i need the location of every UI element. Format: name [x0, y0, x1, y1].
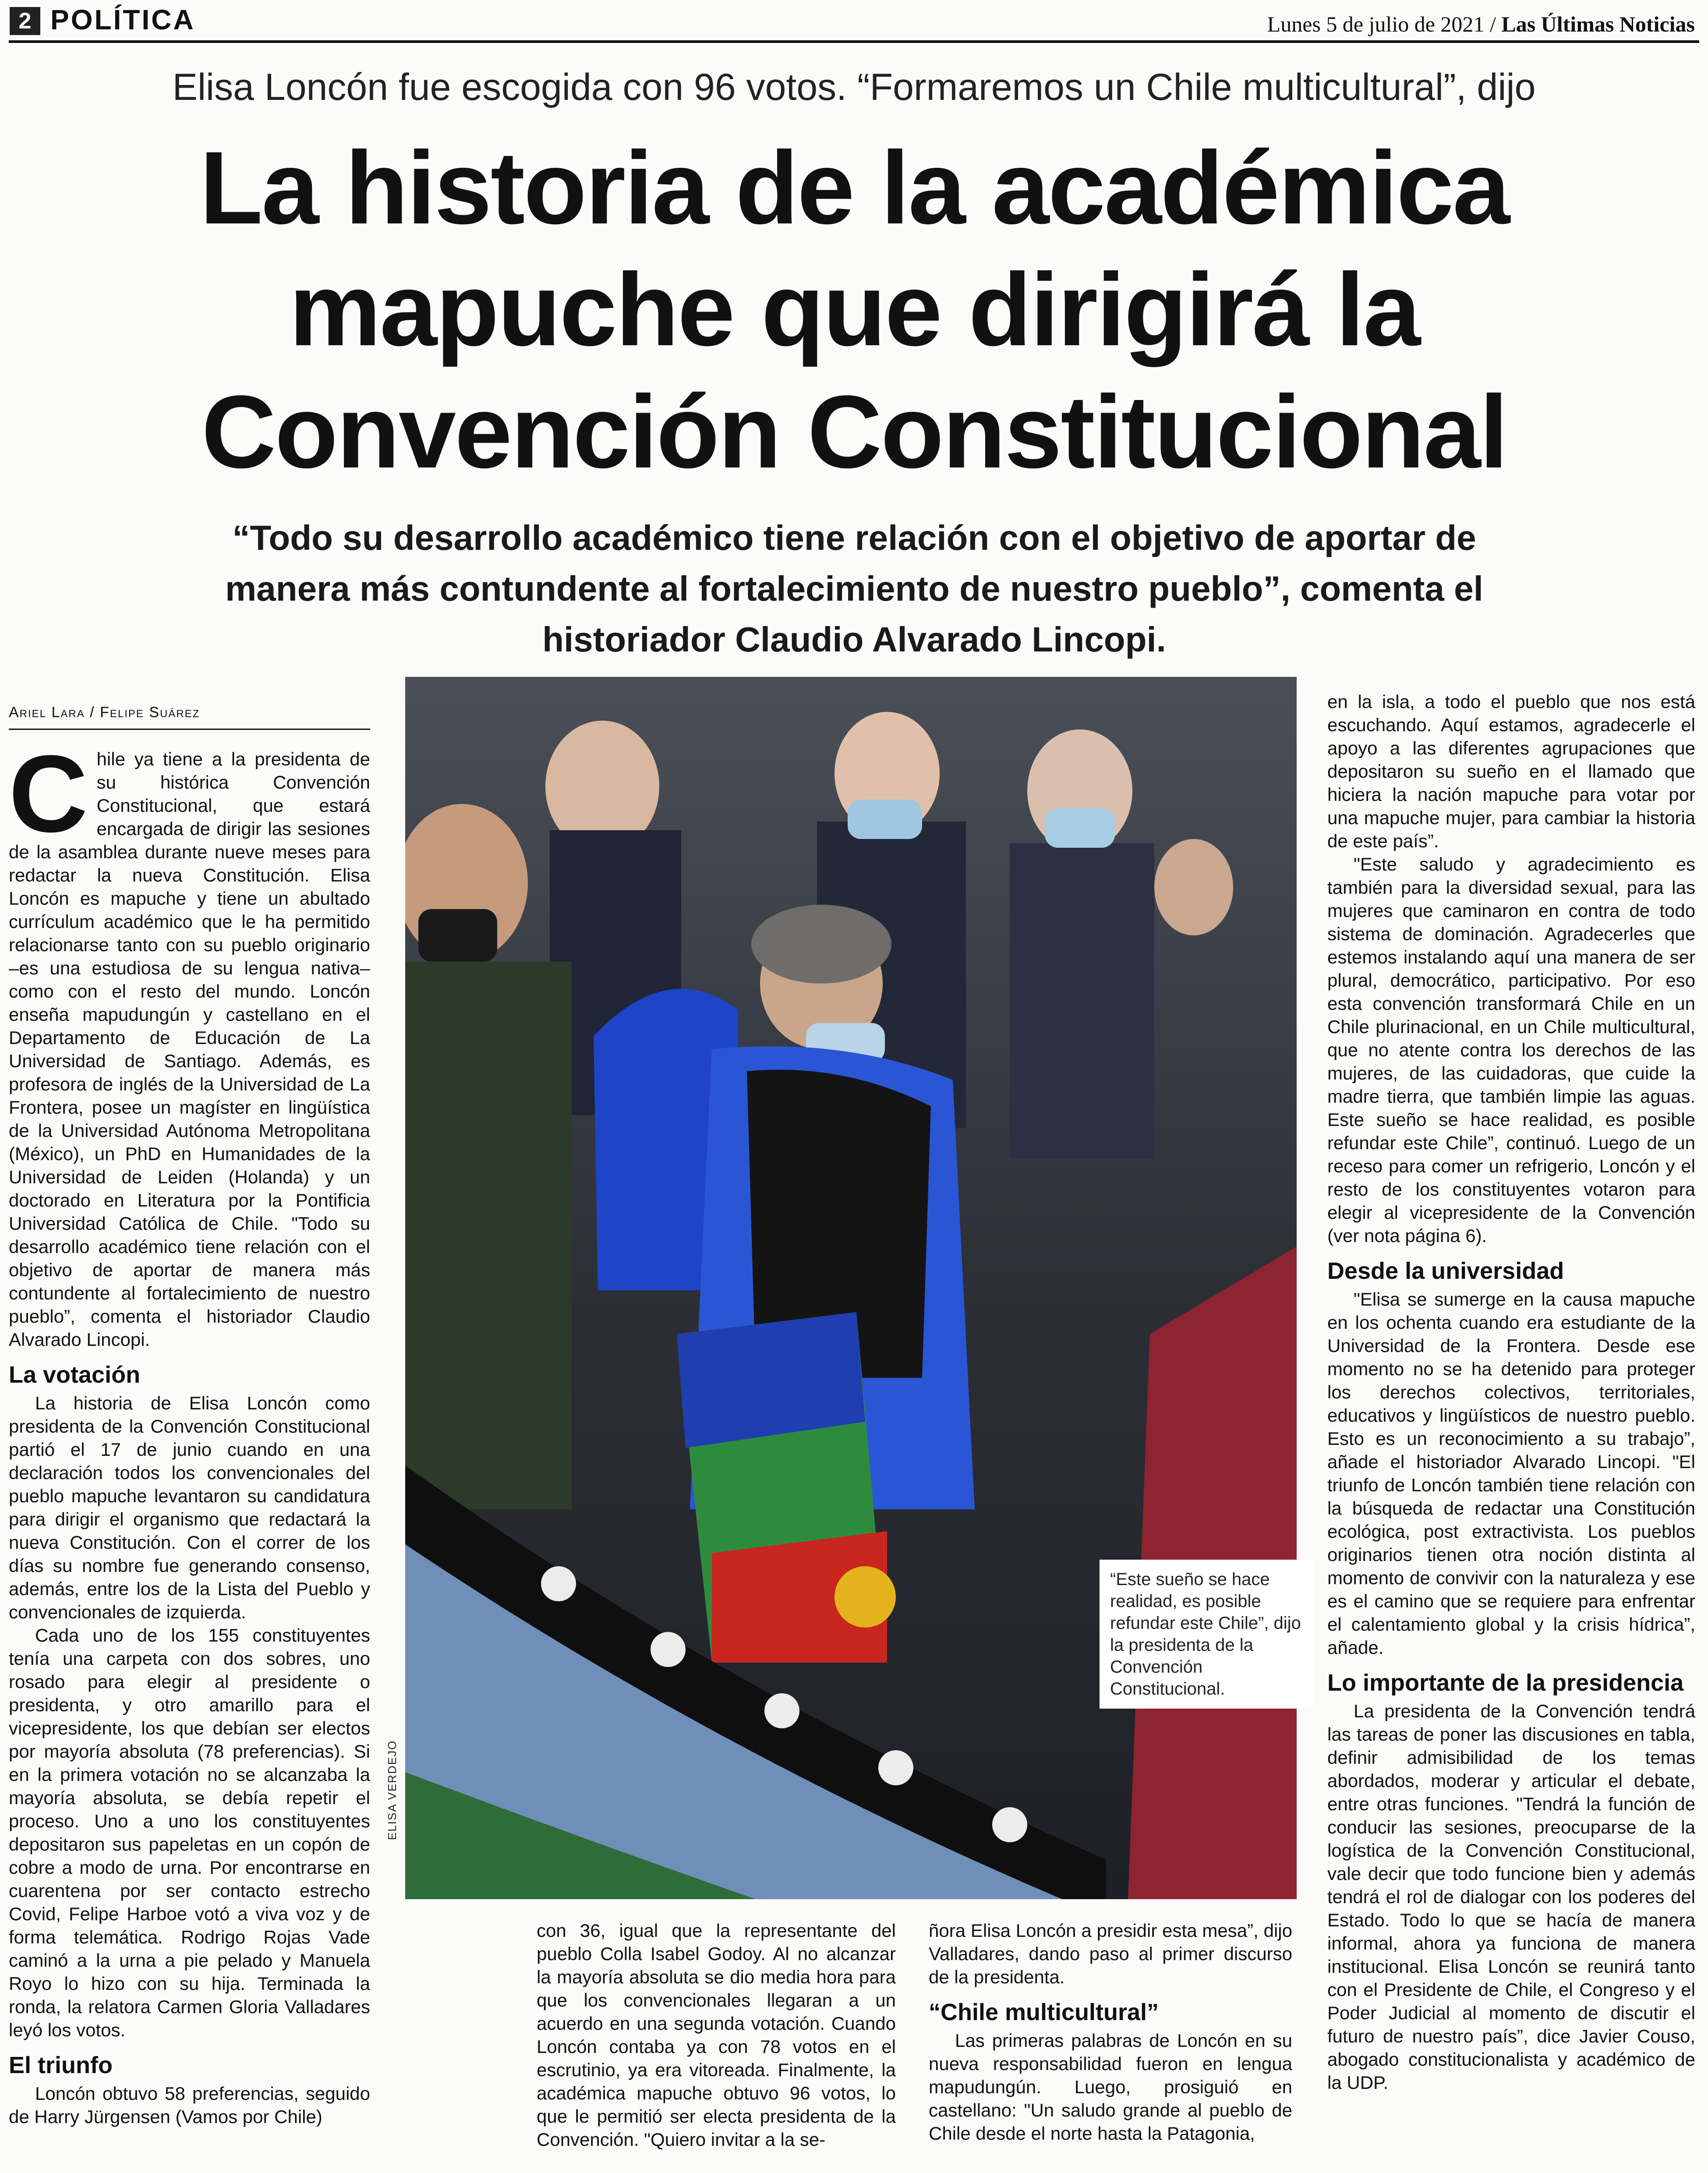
article-column-1: [9, 701, 370, 2128]
page-number: 2: [10, 7, 40, 35]
headline-line: mapuche que dirigirá la: [289, 252, 1420, 368]
article-paragraph: con 36, igual que la representante del pueblo Colla Isabel Godoy. Al no alcanzar la mayoría absoluta se dio media hora para que los convencionales llegaran a un acuerdo en una segunda votación. Cuando Loncón contaba ya con 78 votos en el escrutinio, ya era vitoreada. Finalmente, la académica mapuche obtuvo 96 votos, lo que le permitió ser electa presidenta de la Convención. "Quiero invitar a la se-: [537, 1920, 896, 2150]
article-paragraph: "Este saludo y agradecimiento es también para la diversidad sexual, para las mujeres que caminaron en contra de todo sistema de dominación. Agradecerles que estemos instalando aquí una manera de ser plural, democrático, participativo. Por eso esta convención transformará Chile en un Chile plurinacional, en un Chile multicultural, que no atente contra los derechos de las mujeres, de las cuidadoras, que cuide la madre tierra, que también limpie las aguas. Este sueño se hace realidad, es posible refundar este Chile”, continuó. Luego de un receso para comer un refrigerio, Loncón y el resto de los constituyentes votaron para elegir al vicepresidente de la Convención (ver nota página 6).: [1327, 854, 1695, 1246]
article-paragraph: "Elisa se sumerge en la causa mapuche en los ochenta cuando era estudiante de la Universidad de la Frontera. Desde ese momento no se ha detenido para proteger los derechos colectivos, territoriales, educativos y lingüísticos de nuestro pueblo. Esto es un reconocimiento a su trabajo”, añade el historiador Alvarado Lincopi. "El triunfo de Loncón también tiene relación con la búsqueda de redactar una Constitución ecológica, post extractivista. Los pueblos originarios tienen otra noción distinta al momento de convivir con la naturaleza y ese es el camino que se requiere para enfrentar el calentamiento global y la crisis hídrica”, añade.: [1327, 1289, 1695, 1658]
drop-cap: C: [9, 733, 88, 855]
subhead: “Chile multicultural”: [929, 1999, 1159, 2025]
article-paragraph: ñora Elisa Loncón a presidir esta mesa”, dijo Valladares, dando paso al primer discurso de la presidenta.: [929, 1920, 1292, 1987]
article-paragraph: en la isla, a todo el pueblo que nos está escuchando. Aquí estamos, agradecerle el apoyo a las diferentes agrupaciones que depositaron su sueño en el llamado que hiciera la nación mapuche para votar por una mapuche mujer, para cambiar la historia de este país”.: [1327, 691, 1695, 851]
subhead: Desde la universidad: [1327, 1258, 1564, 1284]
article-paragraph: Las primeras palabras de Loncón en su nueva responsabilidad fueron en lengua mapudungún. Luego, prosiguió en castellano: "Un saludo grande al pueblo de Chile desde el norte hasta la Patagonia,: [929, 2030, 1292, 2144]
headline: [66, 127, 1643, 493]
subhead: Lo importante de la presidencia: [1327, 1670, 1684, 1696]
article-paragraph: Cada uno de los 155 constituyentes tenía una carpeta con dos sobres, uno rosado para elegir al presidente o presidenta, y otro amarillo para el vicepresidente, los que debían ser electos por mayoría absoluta (78 preferencias). Si en la primera votación no se alcanzaba la mayoría absoluta, se debía repetir el proceso. Uno a uno los constituyentes depositaron sus papeletas en un copón de cobre a modo de urna. Por encontrarse en cuarentena por ser contacto estrecho Covid, Felipe Harboe votó a viva voz y de forma telemática. Rodrigo Rojas Vade caminó a la urna a pie pelado y Manuela Royo lo hizo con su hija. Terminada la ronda, la relatora Carmen Gloria Valladares leyó los votos.: [9, 1625, 370, 2040]
lead-text: hile ya tiene a la presidenta de su histórica Convención Constitucional, que estará encargada de dirigir las sesiones de la asamblea durante nueve meses para redactar la nueva Constitución. Elisa Loncón es mapuche y tiene un abultado currículum académico que le ha permitido relacionarse tanto con su pueblo originario –es una estudiosa de su lengua nativa– como con el resto del mundo. Loncón enseña mapudungún y castellano en el Departamento de Educación de La Universidad de Santiago. Además, es profesora de inglés de la Universidad de La Frontera, posee un magíster en lingüística de la Universidad Autónoma Metropolitana (México), un PhD en Humanidades de la Universidad de Leiden (Holanda) y un doctorado en Literatura por la Pontificia Universidad Católica de Chile. "Todo su desarrollo académico tiene relación con el objetivo de aportar de manera más contundente al fortalecimiento de nuestro pueblo”, comenta el historiador Claudio Alvarado Lincopi.: [9, 749, 370, 1350]
photo-caption: “Este sueño se hace realidad, es posible refundar este Chile”, dijo la presidenta de la Convención Constitucional.: [1100, 1560, 1313, 1709]
article-column-2b: [929, 1919, 1292, 2145]
dateline: [1267, 11, 1695, 37]
masthead-rule: [9, 40, 1699, 43]
article-column-3: [1327, 690, 1695, 2094]
kicker: Elisa Loncón fue escogida con 96 votos. “Formaremos un Chile multicultural”, dijo: [172, 66, 1536, 108]
subhead: El triunfo: [9, 2052, 113, 2078]
dateline-separator: /: [1484, 12, 1502, 36]
newspaper-name: Las Últimas Noticias: [1501, 12, 1695, 36]
issue-date: Lunes 5 de julio de 2021: [1267, 12, 1485, 36]
article-paragraph: La historia de Elisa Loncón como presidenta de la Convención Constitucional partió el 17 de junio cuando en una declaración todos los convencionales del pueblo mapuche levantaron su candidatura para dirigir el organismo que redactará la nueva Constitución. Con el correr de los días su nombre fue generando consenso, además, entre los de la Lista del Pueblo y convencionales de izquierda.: [9, 1393, 370, 1622]
headline-line: Convención Constitucional: [202, 374, 1507, 490]
byline: Ariel Lara / Felipe Suárez: [9, 701, 370, 730]
news-photo: [405, 677, 1297, 1899]
article-paragraph: La presidenta de la Convención tendrá las tareas de poner las discusiones en tabla, definir admisibilidad de los temas abordados, moderar y articular el debate, entre otras funciones. "Tendrá la función de conducir las sesiones, preocuparse de la logística de la Convención Constitucional, vale decir que todo funcione bien y además tendrá el rol de dialogar con los poderes del Estado. Todo lo que se hacía de manera informal, ahora ya funciona de manera institucional. Elisa Loncón se reunirá tanto con el Presidente de Chile, el Congreso y el Poder Judicial al momento de discutir el futuro de nuestro país”, dice Javier Couso, abogado constitucionalista y académico de la UDP.: [1327, 1701, 1695, 2093]
photo-credit: ELISA VERDEJO: [385, 1740, 399, 1840]
article-column-2: [537, 1919, 896, 2151]
dek: “Todo su desarrollo académico tiene relación con el objetivo de aportar de manera más contundente al fortalecimiento de nuestro pueblo”, comenta el historiador Claudio Alvarado Lincopi.: [225, 518, 1483, 659]
headline-line: La historia de la académica: [199, 130, 1509, 246]
article-paragraph: [9, 733, 370, 1351]
article-paragraph: Loncón obtuvo 58 preferencias, seguido de Harry Jürgensen (Vamos por Chile): [9, 2083, 370, 2127]
subhead: La votación: [9, 1362, 141, 1388]
section-title: POLÍTICA: [50, 4, 195, 35]
